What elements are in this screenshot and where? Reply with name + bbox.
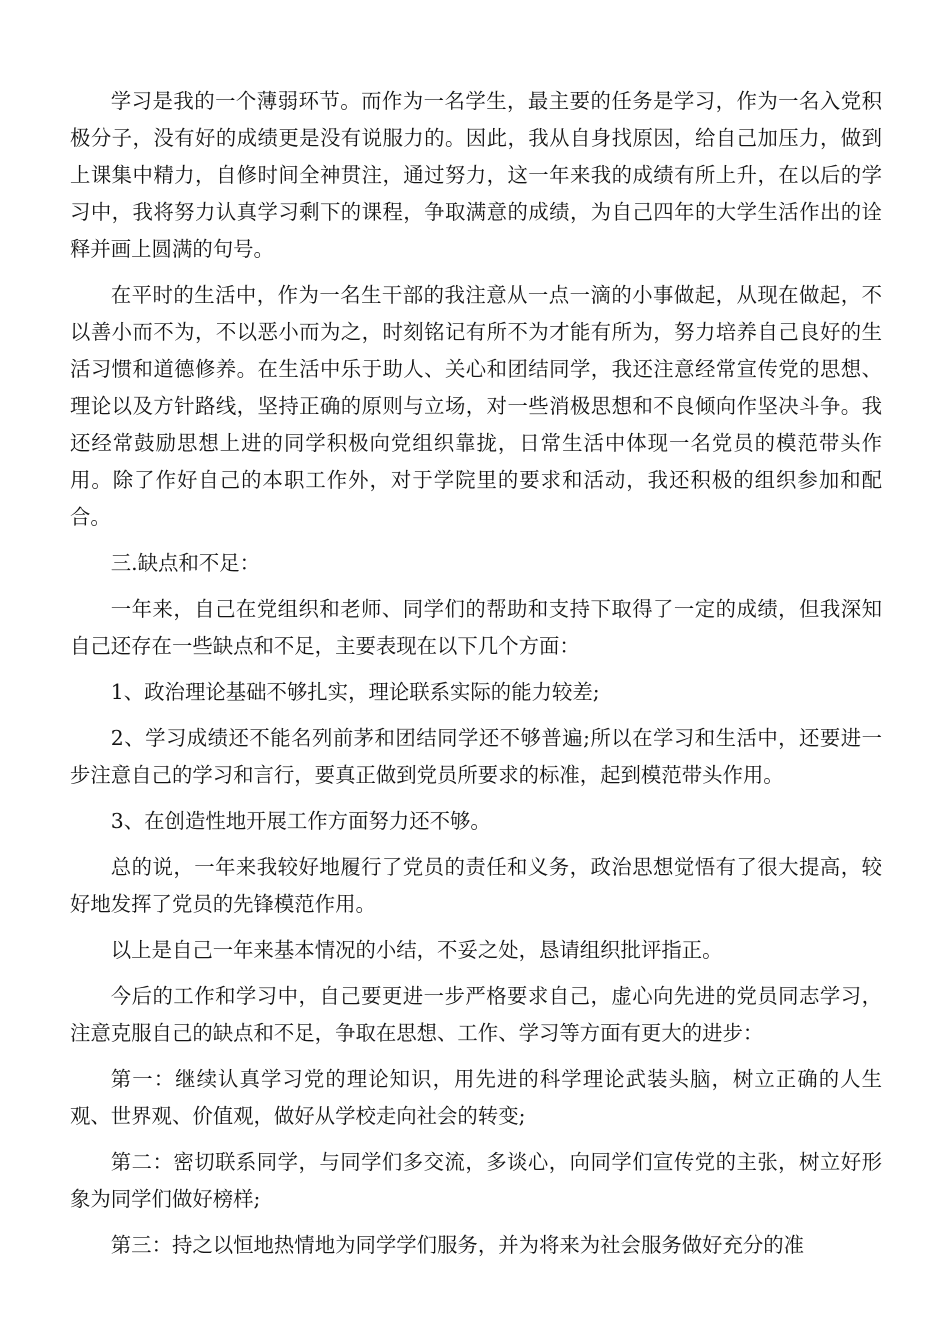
section-heading-shortcomings: 三.缺点和不足： xyxy=(110,551,261,575)
document-page xyxy=(70,83,882,1264)
list-item-shortcoming-3: 3、在创造性地开展工作方面努力还不够。 xyxy=(110,809,491,833)
paragraph-future: 今后的工作和学习中，自己要更进一步严格要求自己，虚心向先进的党员同志学习，注意克服自己的缺点和不足，争取在思想、工作、学习等方面有更大的进步： xyxy=(70,984,882,1045)
paragraph-study: 学习是我的一个薄弱环节。而作为一名学生，最主要的任务是学习，作为一名入党积极分子，没有好的成绩更是没有说服力的。因此，我从自身找原因，给自己加压力，做到上课集中精力，自修时间全神贯注，通过努力，这一年来我的成绩有所上升，在以后的学习中，我将努力认真学习剩下的课程，争取满意的成绩，为自己四年的大学生活作出的诠释并画上圆满的句号。 xyxy=(70,89,882,261)
list-item-shortcoming-2: 2、学习成绩还不能名列前茅和团结同学还不够普遍;所以在学习和生活中，还要进一步注意自己的学习和言行，要真正做到党员所要求的标准，起到模范带头作用。 xyxy=(70,726,882,787)
paragraph-summary: 总的说，一年来我较好地履行了党员的责任和义务，政治思想觉悟有了很大提高，较好地发挥了党员的先锋模范作用。 xyxy=(70,855,882,916)
list-item-plan-3: 第三：持之以恒地热情地为同学学们服务，并为将来为社会服务做好充分的准 xyxy=(110,1233,805,1257)
list-item-shortcoming-1: 1、政治理论基础不够扎实，理论联系实际的能力较差; xyxy=(110,680,600,704)
list-item-plan-2: 第二：密切联系同学，与同学们多交流，多谈心，向同学们宣传党的主张，树立好形象为同学们做好榜样; xyxy=(70,1150,882,1211)
paragraph-closing: 以上是自己一年来基本情况的小结，不妥之处，恳请组织批评指正。 xyxy=(110,938,723,962)
list-item-plan-1: 第一：继续认真学习党的理论知识，用先进的科学理论武装头脑，树立正确的人生观、世界观、价值观，做好从学校走向社会的转变; xyxy=(70,1067,882,1128)
paragraph-shortcomings-intro: 一年来，自己在党组织和老师、同学们的帮助和支持下取得了一定的成绩，但我深知自己还存在一些缺点和不足，主要表现在以下几个方面： xyxy=(70,597,882,658)
paragraph-life: 在平时的生活中，作为一名生干部的我注意从一点一滴的小事做起，从现在做起，不以善小而不为，不以恶小而为之，时刻铭记有所不为才能有所为，努力培养自己良好的生活习惯和道德修养。在生活中乐于助人、关心和团结同学，我还注意经常宣传党的思想、理论以及方针路线，坚持正确的原则与立场，对一些消极思想和不良倾向作坚决斗争。我还经常鼓励思想上进的同学积极向党组织靠拢，日常生活中体现一名党员的模范带头作用。除了作好自己的本职工作外，对于学院里的要求和活动，我还积极的组织参加和配合。 xyxy=(70,283,882,529)
